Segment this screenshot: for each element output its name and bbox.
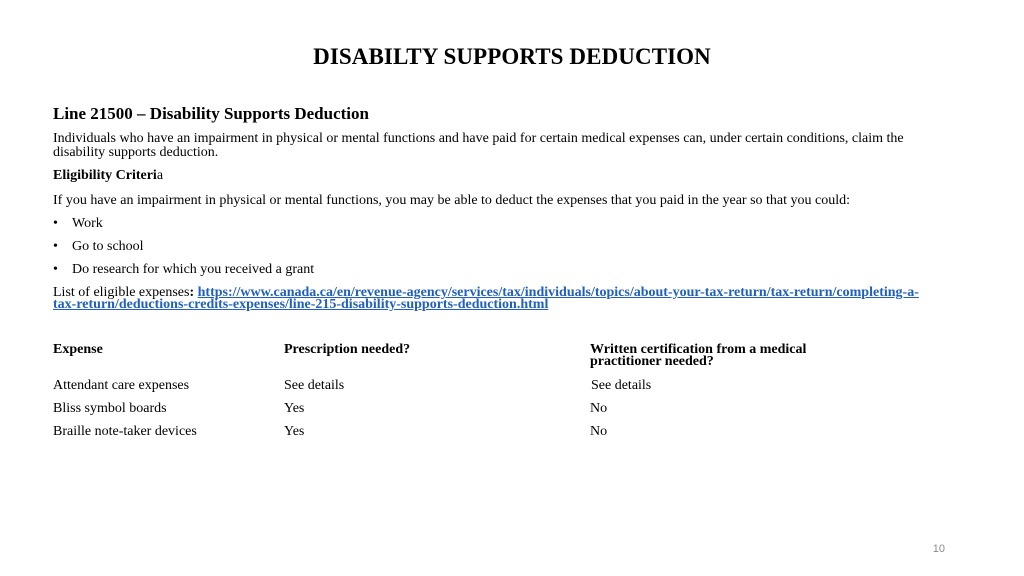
list-item-text: Do research for which you received a grant [72,262,315,277]
list-item [53,263,933,277]
column-header-expense: Expense [53,342,103,357]
eligibility-list [53,217,933,277]
slide-content [53,104,933,311]
column-header-certification: Written certification from a medical practitioner needed? [590,342,807,369]
bullet-glyph: • [53,239,58,254]
column-header-prescription: Prescription needed? [284,342,411,357]
section-description: Individuals who have an impairment in physical or mental functions and have paid for certain medical expenses can, under certain conditions, claim the disability supports deduction. [53,131,904,160]
certification-cell: No [590,401,608,416]
table-header-row [53,344,850,379]
table-row [53,379,850,402]
list-item [53,240,933,254]
slide-title: DISABILTY SUPPORTS DEDUCTION [313,44,711,69]
table-row [53,402,850,425]
bullet-glyph: • [53,216,58,231]
prescription-cell: Yes [284,401,305,416]
expense-cell: Braille note-taker devices [53,424,197,439]
prescription-cell: Yes [284,424,305,439]
prescription-cell: See details [284,378,345,393]
page-number: 10 [932,543,945,555]
expenses-colon: : [189,285,195,300]
expenses-table [53,344,850,448]
list-item-text: Work [72,216,103,231]
section-heading: Line 21500 – Disability Supports Deduction [53,104,369,123]
criteria-label-tail: a [156,168,164,183]
table-row [53,425,850,448]
list-item-text: Go to school [72,239,144,254]
criteria-label-bold: Eligibility Criteri [53,168,157,183]
bullet-glyph: • [53,262,58,277]
eligible-expenses-link[interactable]: https://www.canada.ca/en/revenue-agency/services/tax/individuals/topics/about-your-tax-return/tax-return/completing-a-tax-return/deductions-credits-expenses/line-215-disability-supports-deduction.html [53,285,919,312]
expense-cell: Attendant care expenses [53,378,190,393]
eligible-expenses-line [53,287,933,311]
expense-cell: Bliss symbol boards [53,401,167,416]
certification-cell: No [590,424,608,439]
expenses-label: List of eligible expenses [53,285,190,300]
certification-cell: See details [591,378,652,393]
list-item [53,217,933,231]
eligibility-intro: If you have an impairment in physical or mental functions, you may be able to deduct the expenses that you paid in the year so that you could: [53,193,851,208]
eligibility-criteria-heading [53,169,933,183]
